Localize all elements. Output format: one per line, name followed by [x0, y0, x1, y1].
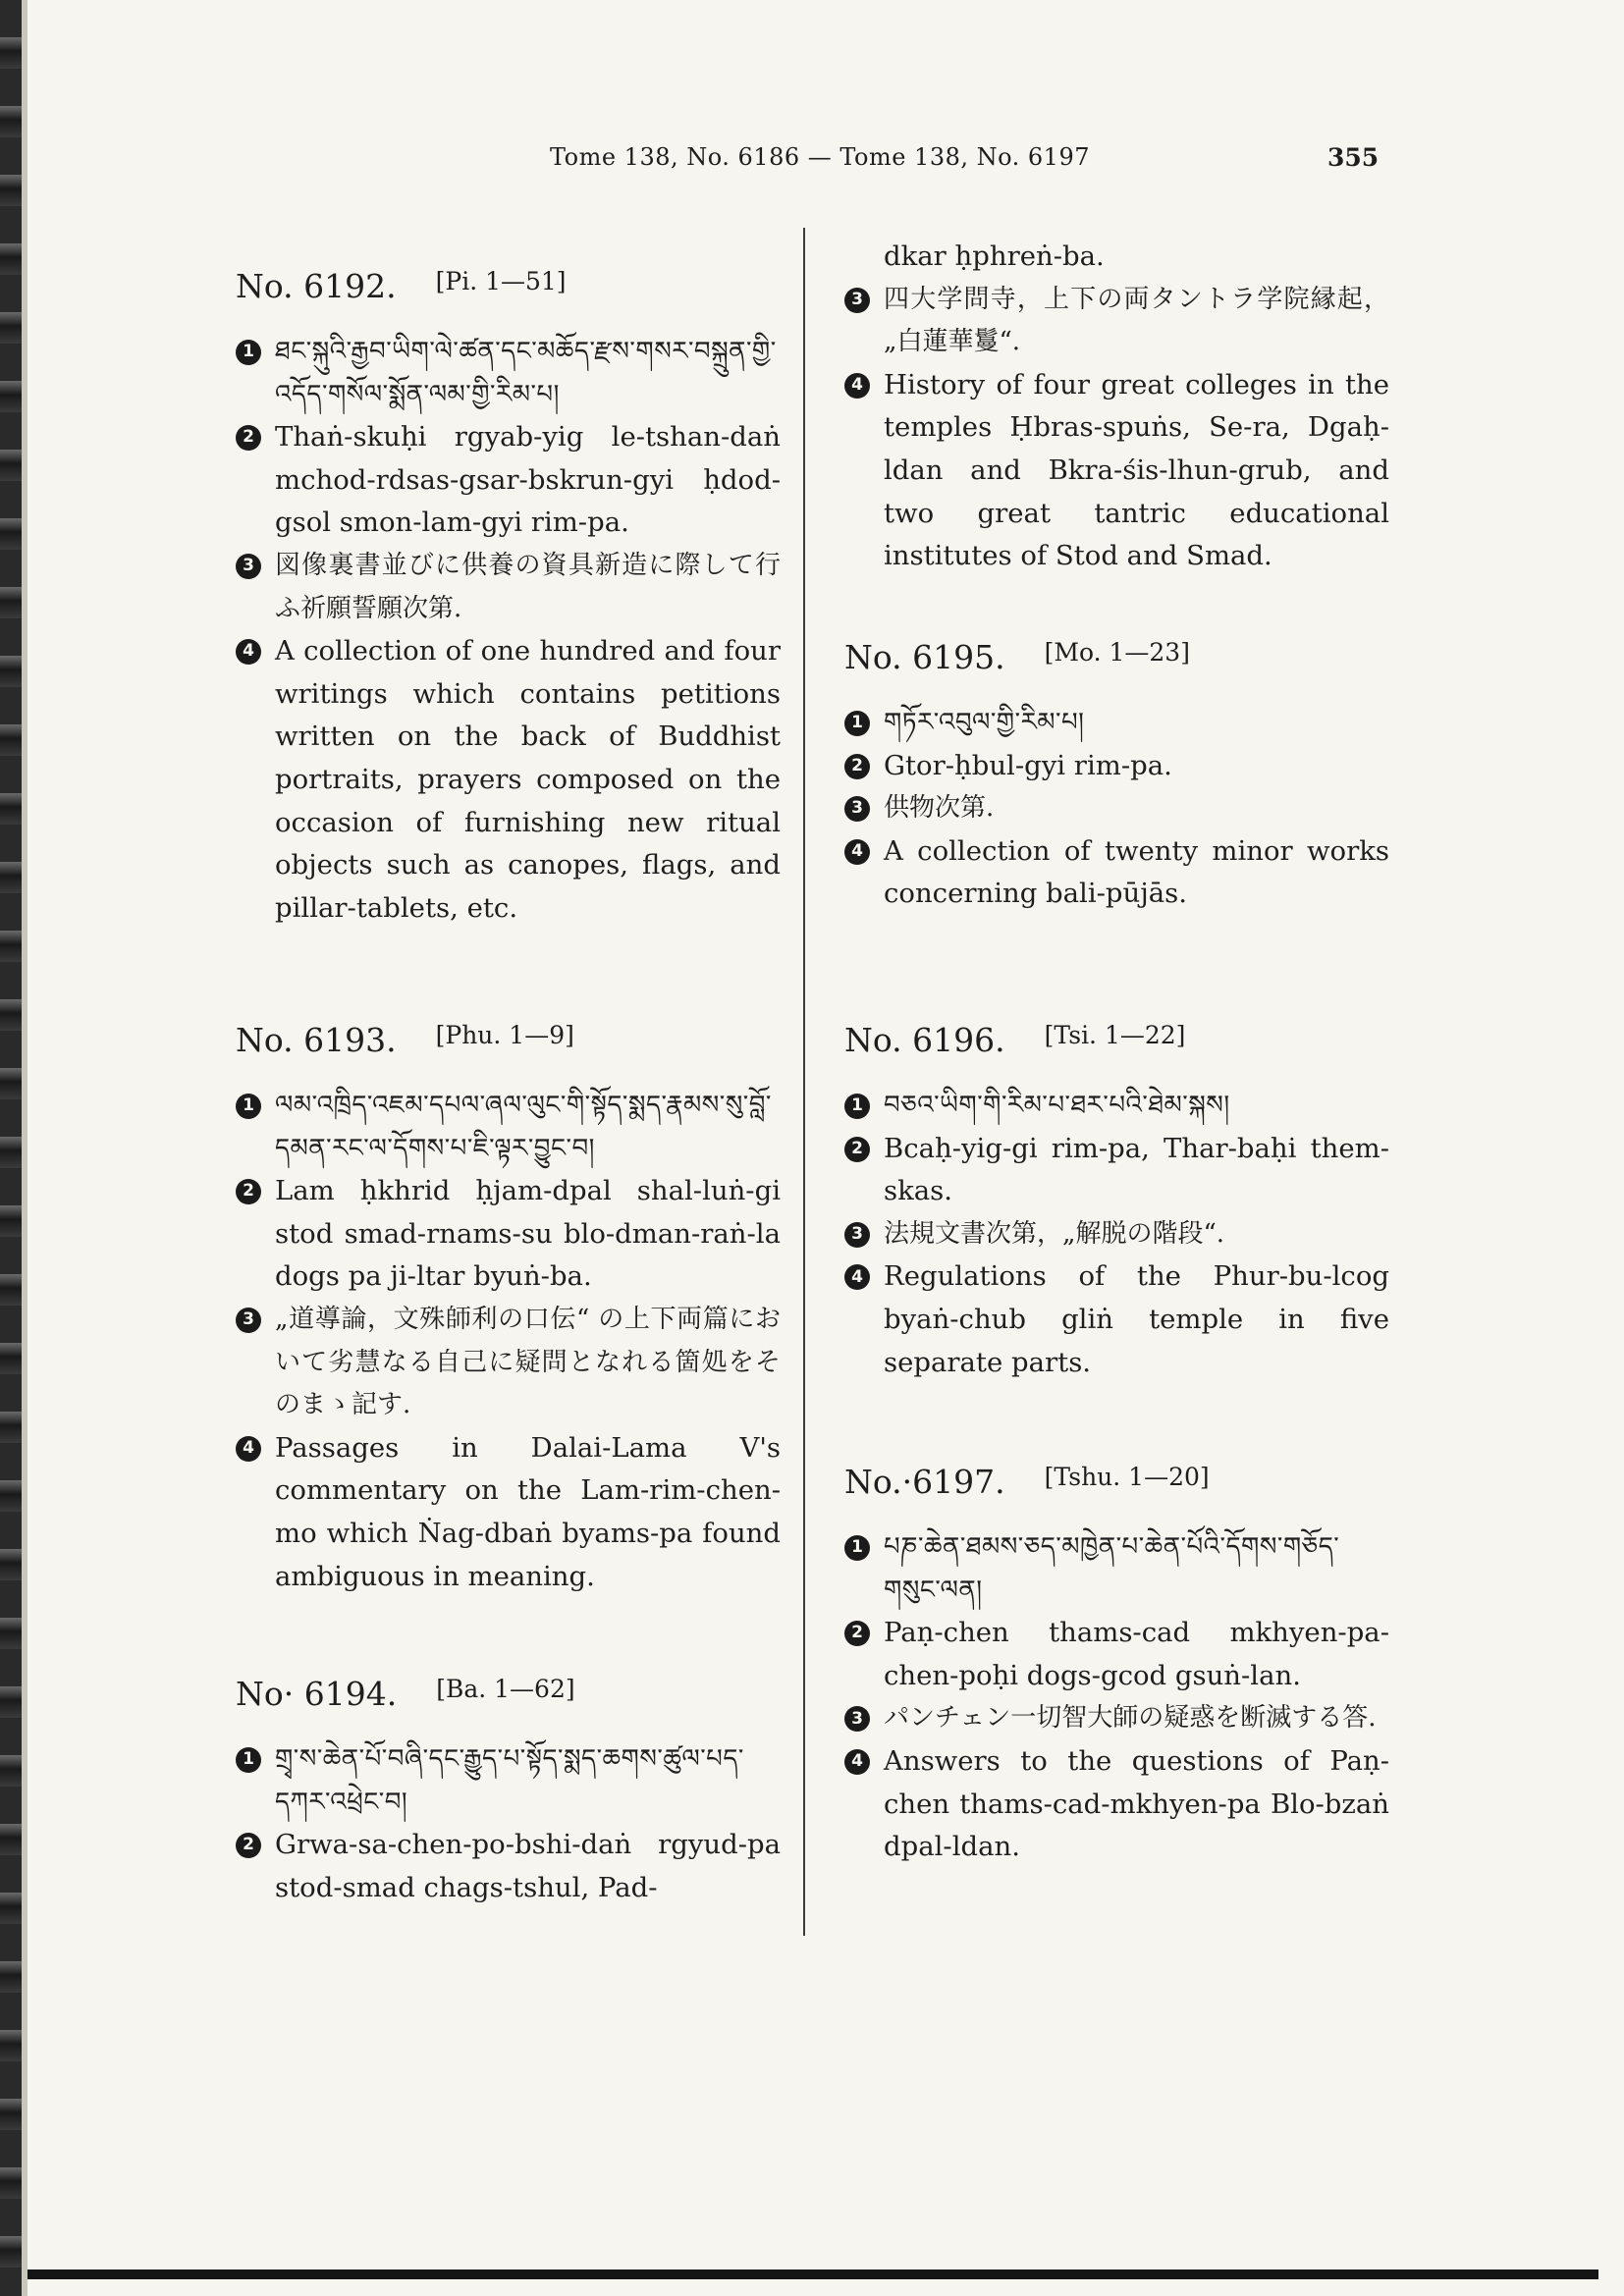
english-description: History of four great colleges in the temples Ḥbras-spuṅs, Se-ra, Dgaḥ-ldan and Bkra-śis-lhun-grub, and two great tantric educational institutes of Stod and Smad. [884, 368, 1389, 572]
marker-3: 3 [844, 1222, 870, 1248]
entry-title [844, 1463, 1389, 1501]
marker-2: 2 [236, 1179, 261, 1204]
entry-6192 [236, 267, 781, 930]
entry-6193 [236, 1021, 781, 1598]
japanese-title: パンチェン一切智大師の疑惑を断滅する答. [884, 1703, 1377, 1734]
book-gutter [22, 0, 27, 2296]
column-divider [803, 228, 805, 1936]
english-description: Answers to the questions of Paṇ-chen thams-cad-mkhyen-pa Blo-bzaṅ dpal-ldan. [884, 1744, 1389, 1863]
entry-reference: [Mo. 1—23] [1044, 638, 1190, 667]
list-item [844, 787, 1389, 830]
running-header: Tome 138, No. 6186 — Tome 138, No. 6197 [550, 143, 1090, 171]
marker-3: 3 [236, 1308, 261, 1333]
tibetan-title: ལམ་འཁྲིད་འཇམ་དཔལ་ཞལ་ལུང་གི་སྟོད་སྨད་རྣམས་སུ་བློ་དམན་རང་ལ་དོགས་པ་ཇི་ལྟར་བྱུང་བ། [275, 1091, 772, 1163]
list-item [236, 1824, 781, 1909]
list-item [844, 364, 1389, 578]
marker-4: 4 [844, 839, 870, 865]
list-item [844, 1213, 1389, 1256]
list-item [236, 630, 781, 930]
list-item [844, 702, 1389, 745]
tibetan-title: པཎ་ཆེན་ཐམས་ཅད་མཁྱེན་པ་ཆེན་པོའི་དོགས་གཅོད་གསུང་ལན། [884, 1532, 1340, 1605]
page-number: 355 [1327, 143, 1380, 172]
list-item [844, 1697, 1389, 1740]
list-item [844, 1128, 1389, 1213]
tibetan-title: གྲྭ་ས་ཆེན་པོ་བཞི་དང་རྒྱུད་པ་སྟོད་སྨད་ཆགས་ཚུལ་པད་དཀར་འཕྲེང་བ། [275, 1744, 744, 1817]
transliteration: Gtor-ḥbul-gyi rim-pa. [884, 749, 1172, 781]
list-item [844, 1526, 1389, 1612]
transliteration: Thaṅ-skuḥi rgyab-yig le-tshan-daṅ mchod-rdsas-gsar-bskrun-gyi ḥdod-gsol smon-lam-gyi rim-pa. [275, 421, 781, 539]
continued-transliteration: dkar ḥphreṅ-ba. [884, 240, 1105, 272]
entry-6195 [844, 638, 1389, 916]
list-item [844, 745, 1389, 788]
list-item [236, 331, 781, 416]
marker-1: 1 [236, 1094, 261, 1119]
entry-number: No. 6192. [236, 267, 397, 305]
english-description: A collection of one hundred and four writings which contains petitions written on the back of Buddhist portraits, prayers composed on the occasion of furnishing new ritual objects such as canopes, flags, and pillar-tablets, etc. [275, 635, 781, 924]
list-item [236, 1170, 781, 1299]
tibetan-title: ཐང་སྐུའི་རྒྱབ་ཡིག་ལེ་ཚན་དང་མཆོད་རྫས་གསར་བསྐྲུན་གྱི་འདོད་གསོལ་སྨོན་ལམ་གྱི་རིམ་པ། [275, 337, 777, 409]
entry-reference: [Tsi. 1—22] [1044, 1021, 1186, 1049]
list-item [236, 545, 781, 630]
marker-1: 1 [236, 340, 261, 365]
marker-2: 2 [236, 425, 261, 451]
tibetan-title: གཏོར་འབུལ་གྱི་རིམ་པ། [884, 708, 1085, 737]
entry-6197 [844, 1463, 1389, 1869]
list-item [844, 830, 1389, 916]
list-item [236, 1427, 781, 1598]
entry-number: No.·6197. [844, 1463, 1005, 1501]
japanese-title: „道導論，文殊師利の口伝“ の上下両篇において劣慧なる自己に疑問となれる箇処をそのまゝ記す. [275, 1304, 781, 1420]
japanese-title: 法規文書次第，„解脱の階段“. [884, 1218, 1225, 1249]
marker-2: 2 [844, 754, 870, 779]
transliteration: Paṇ-chen thams-cad mkhyen-pa-chen-poḥi dogs-gcod gsuṅ-lan. [884, 1617, 1389, 1691]
japanese-title: 四大学問寺，上下の両タントラ学院縁起，„白蓮華鬘“. [884, 284, 1389, 357]
entry-6196 [844, 1021, 1389, 1384]
english-description: Passages in Dalai-Lama V's commentary on the Lam-rim-chen-mo which Ṅag-dbaṅ byams-pa found ambiguous in meaning. [275, 1431, 781, 1592]
list-item [236, 1299, 781, 1427]
marker-4: 4 [236, 639, 261, 665]
bottom-rule [27, 2269, 1598, 2279]
marker-4: 4 [844, 1749, 870, 1775]
entry-number: No. 6193. [236, 1021, 397, 1059]
marker-3: 3 [236, 554, 261, 579]
list-item [236, 1738, 781, 1824]
entry-title [236, 1021, 781, 1059]
entry-6194-continued [844, 236, 1389, 578]
marker-3: 3 [844, 1706, 870, 1732]
entry-reference: [Phu. 1—9] [435, 1021, 574, 1049]
marker-1: 1 [844, 1535, 870, 1561]
list-item [236, 1085, 781, 1170]
marker-1: 1 [844, 1094, 870, 1119]
book-binding-edge [0, 0, 22, 2296]
entry-number: No. 6196. [844, 1021, 1005, 1059]
japanese-title: 供物次第. [884, 793, 995, 824]
entry-reference: [Ba. 1—62] [436, 1675, 575, 1703]
english-description: A collection of twenty minor works concerning bali-pūjās. [884, 834, 1389, 910]
entry-number: No. 6195. [844, 638, 1005, 676]
marker-4: 4 [844, 1264, 870, 1290]
list-item [236, 416, 781, 545]
list-item [844, 279, 1389, 364]
marker-4: 4 [844, 373, 870, 399]
marker-1: 1 [236, 1747, 261, 1773]
marker-2: 2 [844, 1137, 870, 1162]
entry-6194 [236, 1675, 781, 1909]
entry-number: No· 6194. [236, 1675, 398, 1713]
transliteration: Bcaḥ-yig-gi rim-pa, Thar-baḥi them-skas. [884, 1132, 1389, 1207]
list-item [844, 1740, 1389, 1869]
english-description: Regulations of the Phur-bu-lcog byaṅ-chub gliṅ temple in five separate parts. [884, 1260, 1389, 1378]
entry-title [844, 1021, 1389, 1059]
transliteration: Lam ḥkhrid ḥjam-dpal shal-luṅ-gi stod smad-rnams-su blo-dman-raṅ-la dogs pa ji-ltar byuṅ-ba. [275, 1175, 781, 1293]
marker-2: 2 [236, 1833, 261, 1858]
entry-title [844, 638, 1389, 676]
marker-3: 3 [844, 288, 870, 313]
marker-4: 4 [236, 1436, 261, 1462]
entry-reference: [Pi. 1—51] [435, 267, 567, 295]
marker-1: 1 [844, 711, 870, 736]
list-item [844, 1255, 1389, 1384]
marker-3: 3 [844, 796, 870, 822]
list-item [844, 1085, 1389, 1128]
marker-2: 2 [844, 1621, 870, 1646]
entry-title [236, 1675, 781, 1713]
tibetan-title: བཅའ་ཡིག་གི་རིམ་པ་ཐར་པའི་ཐེམ་སྐས། [884, 1091, 1230, 1120]
list-item [844, 1612, 1389, 1697]
japanese-title: 図像裏書並びに供養の資具新造に際して行ふ祈願誓願次第. [275, 550, 781, 623]
entry-title [236, 267, 781, 305]
entry-reference: [Tshu. 1—20] [1044, 1463, 1210, 1491]
transliteration: Grwa-sa-chen-po-bshi-daṅ rgyud-pa stod-smad chags-tshul, Pad- [275, 1829, 781, 1903]
